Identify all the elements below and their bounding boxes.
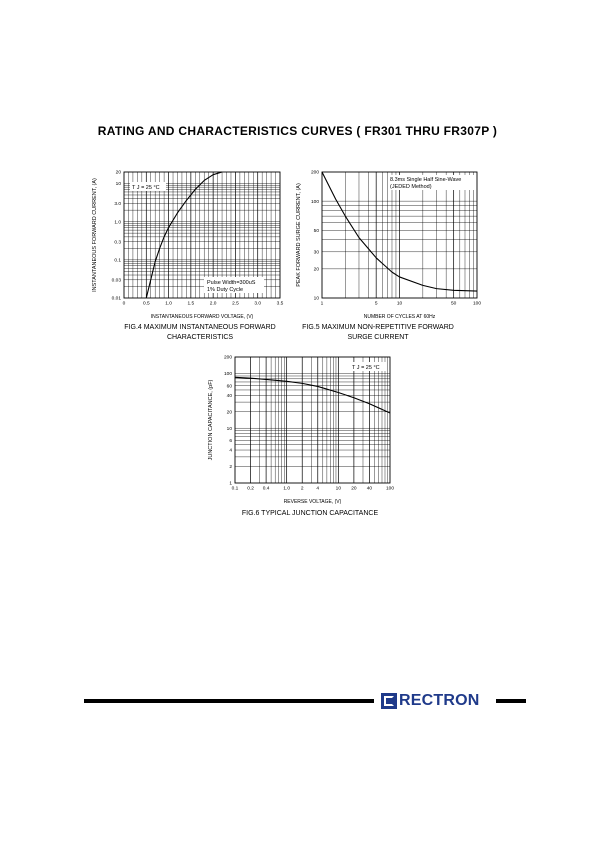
page-title: RATING AND CHARACTERISTICS CURVES ( FR301 THRU FR307P ): [97, 124, 498, 138]
fig4-x-axis-label: INSTANTANEOUS FORWARD VOLTAGE, (V): [150, 314, 254, 320]
fig4-y-tick-label: 1.0: [114, 220, 121, 226]
fig4-y-tick-label: 3.0: [114, 202, 121, 208]
rectron-logo-icon: [381, 693, 397, 709]
fig4-x-tick-label: 2.5: [232, 301, 239, 307]
fig4-y-tick-label: 20: [115, 170, 121, 176]
fig5-chart: [296, 170, 481, 320]
fig4-caption: [95, 323, 305, 343]
fig6-x-tick-label: 10: [335, 486, 342, 492]
fig6-x-axis-label: REVERSE VOLTAGE, (V): [283, 499, 342, 505]
footer-rule-left: [84, 699, 374, 703]
fig4-x-tick-label: 3.5: [276, 301, 284, 307]
fig5-x-tick-label: 100: [472, 301, 482, 307]
fig6-chart: [208, 355, 394, 505]
fig6-y-tick-label: 10: [226, 426, 232, 432]
fig5-y-tick-label: 10: [313, 296, 319, 302]
fig4-y-tick-label: 0.03: [111, 278, 121, 284]
fig6-x-tick-label: 40: [366, 486, 373, 492]
fig6-y-tick-label: 60: [226, 384, 232, 390]
fig6-x-tick-label: 100: [385, 486, 395, 492]
fig6-y-tick-label: 1: [229, 481, 232, 487]
fig5-x-tick-label: 10: [396, 301, 403, 307]
fig5-y-tick-label: 50: [313, 229, 319, 235]
fig4-caption-line2: CHARACTERISTICS: [166, 334, 234, 341]
fig5-x-tick-label: 50: [450, 301, 457, 307]
fig4-y-tick-label: 0.01: [111, 296, 121, 302]
fig6-y-tick-label: 4: [229, 448, 232, 454]
fig6-y-tick-label: 100: [223, 372, 232, 378]
fig6-x-tick-label: 2: [300, 486, 304, 492]
fig4-y-axis-label: INSTANTANEOUS FORWARD CURRENT, (A): [92, 178, 98, 292]
fig5-x-tick-label: 5: [374, 301, 378, 307]
fig6-y-tick-label: 2: [229, 465, 232, 471]
fig6-y-axis-label: JUNCTION CAPACITANCE, (pF): [208, 379, 214, 461]
fig4-x-tick-label: 1.0: [165, 301, 172, 307]
fig4-y-tick-label: 0.3: [114, 240, 121, 246]
fig6-caption: [200, 509, 420, 519]
fig4-chart: [92, 170, 284, 320]
fig4-x-tick-label: 2.0: [209, 301, 217, 307]
fig6-x-tick-label: 0.1: [231, 486, 239, 492]
fig5-y-tick-label: 30: [313, 250, 319, 256]
fig5-y-tick-label: 100: [310, 199, 319, 205]
fig5-method-annotation-line1: 8.3ms Single Half Sine-Wave: [390, 177, 462, 183]
fig4-pulse-annotation-line1: Pulse Width=300uS: [207, 280, 256, 286]
fig5-y-tick-label: 20: [313, 267, 319, 273]
fig5-y-axis-label: PEAK FORWARD SURGE CURRENT, (A): [296, 183, 302, 287]
fig6-y-tick-label: 40: [226, 393, 232, 399]
fig6-y-tick-label: 6: [229, 439, 232, 445]
rectron-logo: [381, 691, 489, 711]
fig6-y-tick-label: 20: [226, 410, 232, 416]
fig5-y-tick-label: 200: [310, 170, 319, 176]
fig6-y-tick-label: 200: [223, 355, 232, 361]
fig4-x-tick-label: 0.5: [142, 301, 150, 307]
fig6-x-tick-label: 20: [351, 486, 357, 492]
fig4-caption-line1: FIG.4 MAXIMUM INSTANTANEOUS FORWARD: [124, 324, 276, 331]
fig6-x-tick-label: 1.0: [283, 486, 291, 492]
fig4-x-tick-label: 0: [122, 301, 126, 307]
fig6-x-tick-label: 4: [316, 486, 320, 492]
fig5-caption: [288, 323, 468, 343]
fig5-caption-line1: FIG.5 MAXIMUM NON-REPETITIVE FORWARD: [302, 324, 454, 331]
brand-name: RECTRON: [399, 692, 480, 709]
fig6-caption-line1: FIG.6 TYPICAL JUNCTION CAPACITANCE: [241, 510, 379, 517]
fig6-x-tick-label: 0.4: [262, 486, 270, 492]
fig6-x-tick-label: 0.2: [247, 486, 254, 492]
fig4-x-tick-label: 1.5: [187, 301, 195, 307]
fig5-caption-line2: SURGE CURRENT: [347, 334, 409, 341]
fig6-temp-annotation: T J = 25 °C: [352, 365, 380, 371]
fig5-x-tick-label: 1: [320, 301, 324, 307]
footer-rule-right: [496, 699, 526, 703]
fig4-y-tick-label: 0.1: [114, 258, 121, 264]
fig4-temp-annotation: T J = 25 °C: [132, 185, 160, 191]
fig4-x-tick-label: 3.0: [254, 301, 262, 307]
fig4-duty-annotation-line2: 1% Duty Cycle: [207, 287, 244, 293]
fig4-y-tick-label: 10: [115, 182, 121, 188]
fig5-method-annotation-line2: (JEDED Method): [390, 184, 432, 190]
fig5-x-axis-label: NUMBER OF CYCLES AT 60Hz: [363, 314, 436, 320]
